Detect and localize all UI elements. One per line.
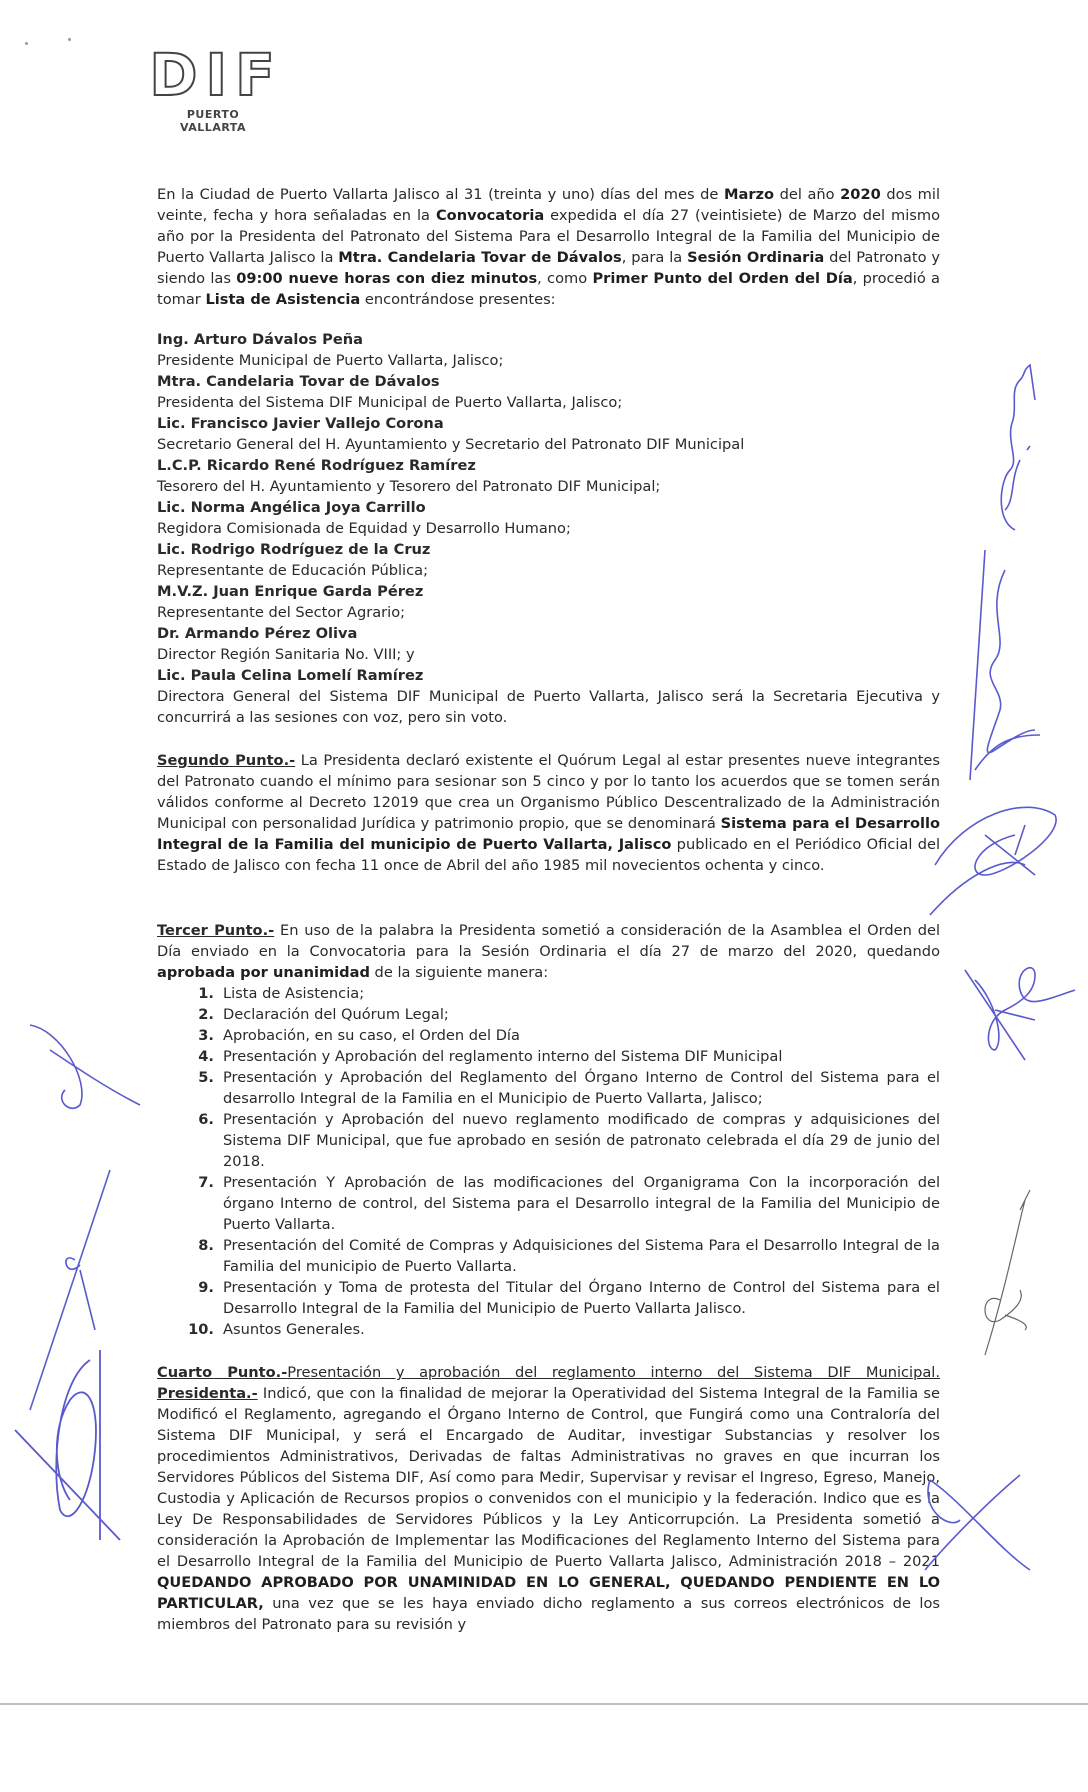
intro-segment: En la Ciudad de Puerto Vallarta Jalisco al 31 (treinta y uno) días del mes de bbox=[157, 186, 724, 203]
segundo-segment: La Presidenta declaró existente el Quórum Legal al estar presentes nueve integrantes del Patronato cuando el mínimo para sesionar son 5 cinco y por lo tanto los acuerdos que se tomen serán válidos conforme al Decreto 12019 que crea un Organismo Público Descentralizado de la Administración Municipal con personalidad Jurídica y patrimonio propio, que se denominará bbox=[157, 752, 941, 832]
cuarto-text2: una vez que se les haya enviado dicho reglamento a sus correos electrónicos de los miembros del Patronato para su revisión y bbox=[157, 1595, 940, 1633]
signature-1 bbox=[985, 360, 1045, 534]
attendee-name: L.C.P. Ricardo René Rodríguez Ramírez bbox=[157, 457, 476, 474]
segundo-text bbox=[157, 750, 940, 876]
signature-left-1 bbox=[30, 1020, 140, 1114]
segundo-heading: Segundo Punto.- bbox=[157, 752, 296, 769]
agenda-item: 5. Presentación y Aprobación del Reglamento del Órgano Interno de Control del Sistema para el desarrollo Integral de la Familia en el Municipio de Puerto Vallarta, Jalisco; bbox=[219, 1067, 940, 1109]
attendee-name: M.V.Z. Juan Enrique Garda Pérez bbox=[157, 583, 424, 600]
agenda-item: 4. Presentación y Aprobación del reglamento interno del Sistema DIF Municipal bbox=[219, 1046, 940, 1067]
page-bottom-edge bbox=[0, 1703, 1088, 1705]
attendee-role: Secretario General del H. Ayuntamiento y Secretario del Patronato DIF Municipal bbox=[157, 436, 745, 453]
intro-segment: Sesión Ordinaria bbox=[687, 249, 825, 266]
intro-segment: Primer Punto del Orden del Día bbox=[592, 270, 853, 287]
agenda-item: 7. Presentación Y Aprobación de las modificaciones del Organigrama Con la incorporación del órgano Interno de control, del Sistema para el Desarrollo integral de la Familia del Municipio de Puerto Vallarta. bbox=[219, 1172, 940, 1235]
segundo-segment: publicado en el Periódico Oficial del Estado de Jalisco con fecha 11 once de Abril del año 1985 mil novecientos ochenta y cinco. bbox=[157, 836, 940, 874]
intro-segment: Mtra. Candelaria Tovar de Dávalos bbox=[338, 249, 622, 266]
tercero-text bbox=[157, 920, 940, 983]
intro-segment: Lista de Asistencia bbox=[205, 291, 361, 308]
tercero-text-before: En uso de la palabra la Presidenta sometió a consideración de la Asamblea el Orden del Día enviado en la Convocatoria para la Sesión Ordinaria el día 27 de marzo del 2020, quedando bbox=[157, 922, 940, 960]
signature-6 bbox=[920, 1470, 1040, 1584]
intro-segment: encontrándose presentes: bbox=[360, 291, 556, 308]
attendee-role: Representante del Sector Agrario; bbox=[157, 604, 406, 621]
intro-text bbox=[157, 184, 940, 310]
attendance-list bbox=[157, 329, 940, 728]
agenda-item: 8. Presentación del Comité de Compras y Adquisiciones del Sistema Para el Desarrollo Integral de la Familia del municipio de Puerto Vallarta. bbox=[219, 1235, 940, 1277]
intro-segment: expedida el día 27 (veintisiete) de Marzo del mismo año por la Presidenta del Patronato del Sistema Para el Desarrollo Integral de la Familia del Municipio de Puerto Vallarta Jalisco la bbox=[157, 207, 940, 266]
intro-segment: del Patronato y siendo las bbox=[157, 249, 940, 287]
agenda-list bbox=[157, 983, 940, 1340]
segundo-segment: Sistema para el Desarrollo Integral de la Familia del municipio de Puerto Vallarta, Jalisco bbox=[157, 815, 941, 853]
attendee-name: Lic. Paula Celina Lomelí Ramírez bbox=[157, 667, 424, 684]
intro-segment: 2020 bbox=[840, 186, 881, 203]
attendee-name: Ing. Arturo Dávalos Peña bbox=[157, 331, 364, 348]
dif-logo bbox=[149, 41, 277, 134]
section-segundo-punto bbox=[157, 750, 940, 876]
agenda-item: 2. Declaración del Quórum Legal; bbox=[219, 1004, 940, 1025]
cuarto-text bbox=[157, 1362, 940, 1635]
logo-letter-f: F bbox=[235, 41, 277, 109]
cuarto-text1: Indicó, que con la finalidad de mejorar la Operatividad del Sistema Integral de la Familia se Modificó el Reglamento, agregando el Órgano Interno de Control, que Fungirá como una Contraloría del Sistema DIF Municipal, y será el Encargado de Auditar, investigar Substancias y resolver los procedimientos Administrativos, Derivadas de faltas Administrativas no graves en que incurran los Servidores Públicos del Sistema DIF, Así como para Medir, Supervisar y revisar el Ingreso, Egreso, Manejo, Custodia y Aplicación de Recursos propios o convenidos con el municipio y la federación. Indico que es la Ley De Responsabilidades de Servidores Públicos y la Ley Anticorrupción. La Presidenta sometió a consideración la Aprobación de Implementar las Modificaciones del Reglamento Interno del Sistema para el Desarrollo Integral de la Familia del Municipio de Puerto Vallarta Jalisco, Administración 2018 – 2021 bbox=[157, 1385, 940, 1570]
attendee-role: Representante de Educación Pública; bbox=[157, 562, 428, 579]
tercero-text-after: de la siguiente manera: bbox=[369, 964, 549, 981]
scan-speck bbox=[68, 38, 71, 41]
intro-segment: Convocatoria bbox=[435, 207, 545, 224]
attendee-name: Dr. Armando Pérez Oliva bbox=[157, 625, 358, 642]
cuarto-speaker: Presidenta.- bbox=[157, 1385, 258, 1402]
agenda-item: 10. Asuntos Generales. bbox=[219, 1319, 940, 1340]
cuarto-subject: Presentación y aprobación del reglamento interno del Sistema DIF Municipal. bbox=[287, 1364, 940, 1381]
attendee-role: Presidenta del Sistema DIF Municipal de Puerto Vallarta, Jalisco; bbox=[157, 394, 623, 411]
intro-segment: 09:00 nueve horas con diez minutos bbox=[236, 270, 538, 287]
cuarto-bold: QUEDANDO APROBADO POR UNAMINIDAD EN LO GENERAL, QUEDANDO PENDIENTE EN LO PARTICULAR, bbox=[157, 1574, 940, 1612]
agenda-item: 1. Lista de Asistencia; bbox=[219, 983, 940, 1004]
intro-segment: Marzo bbox=[723, 186, 775, 203]
logo-letter-d: D bbox=[149, 41, 200, 109]
logo-letter-i: I bbox=[205, 41, 230, 109]
section-tercer-punto bbox=[157, 920, 940, 1340]
signature-5 bbox=[975, 1190, 1045, 1364]
cuarto-heading: Cuarto Punto.- bbox=[157, 1364, 288, 1381]
signature-2 bbox=[965, 550, 1045, 784]
intro-segment: , como bbox=[537, 270, 593, 287]
intro-paragraph bbox=[157, 184, 940, 310]
attendee-role: Presidente Municipal de Puerto Vallarta, Jalisco; bbox=[157, 352, 504, 369]
signature-3 bbox=[925, 795, 1065, 929]
signature-left-3 bbox=[10, 1340, 120, 1544]
intro-segment: dos mil veinte, fecha y hora señaladas en la bbox=[157, 186, 940, 224]
tercero-bold: aprobada por unanimidad bbox=[157, 964, 370, 981]
intro-segment: , para la bbox=[621, 249, 688, 266]
attendee-role: Tesorero del H. Ayuntamiento y Tesorero del Patronato DIF Municipal; bbox=[157, 478, 661, 495]
attendee-name: Mtra. Candelaria Tovar de Dávalos bbox=[157, 373, 440, 390]
attendee-role: Directora General del Sistema DIF Municipal de Puerto Vallarta, Jalisco será la Secretaria Ejecutiva y concurrirá a las sesiones con voz, pero sin voto. bbox=[157, 688, 940, 726]
intro-segment: , procedió a tomar bbox=[157, 270, 940, 308]
logo-subtitle: PUERTO VALLARTA bbox=[180, 108, 246, 134]
agenda-item: 6. Presentación y Aprobación del nuevo reglamento modificado de compras y adquisiciones del Sistema DIF Municipal, que fue aprobado en sesión de patronato celebrada el día 29 de junio del 2018. bbox=[219, 1109, 940, 1172]
tercero-heading: Tercer Punto.- bbox=[157, 922, 275, 939]
section-cuarto-punto bbox=[157, 1362, 940, 1635]
agenda-item: 3. Aprobación, en su caso, el Orden del Día bbox=[219, 1025, 940, 1046]
agenda-item: 9. Presentación y Toma de protesta del Titular del Órgano Interno de Control del Sistema para el Desarrollo Integral de la Familia del Municipio de Puerto Vallarta Jalisco. bbox=[219, 1277, 940, 1319]
intro-segment: del año bbox=[774, 186, 841, 203]
attendee-role: Regidora Comisionada de Equidad y Desarrollo Humano; bbox=[157, 520, 571, 537]
scan-speck bbox=[25, 42, 28, 45]
attendee-name: Lic. Norma Angélica Joya Carrillo bbox=[157, 499, 426, 516]
signature-4 bbox=[965, 960, 1075, 1074]
attendee-name: Lic. Rodrigo Rodríguez de la Cruz bbox=[157, 541, 431, 558]
attendee-name: Lic. Francisco Javier Vallejo Corona bbox=[157, 415, 444, 432]
logo-mark bbox=[149, 41, 277, 109]
attendee-role: Director Región Sanitaria No. VIII; y bbox=[157, 646, 415, 663]
